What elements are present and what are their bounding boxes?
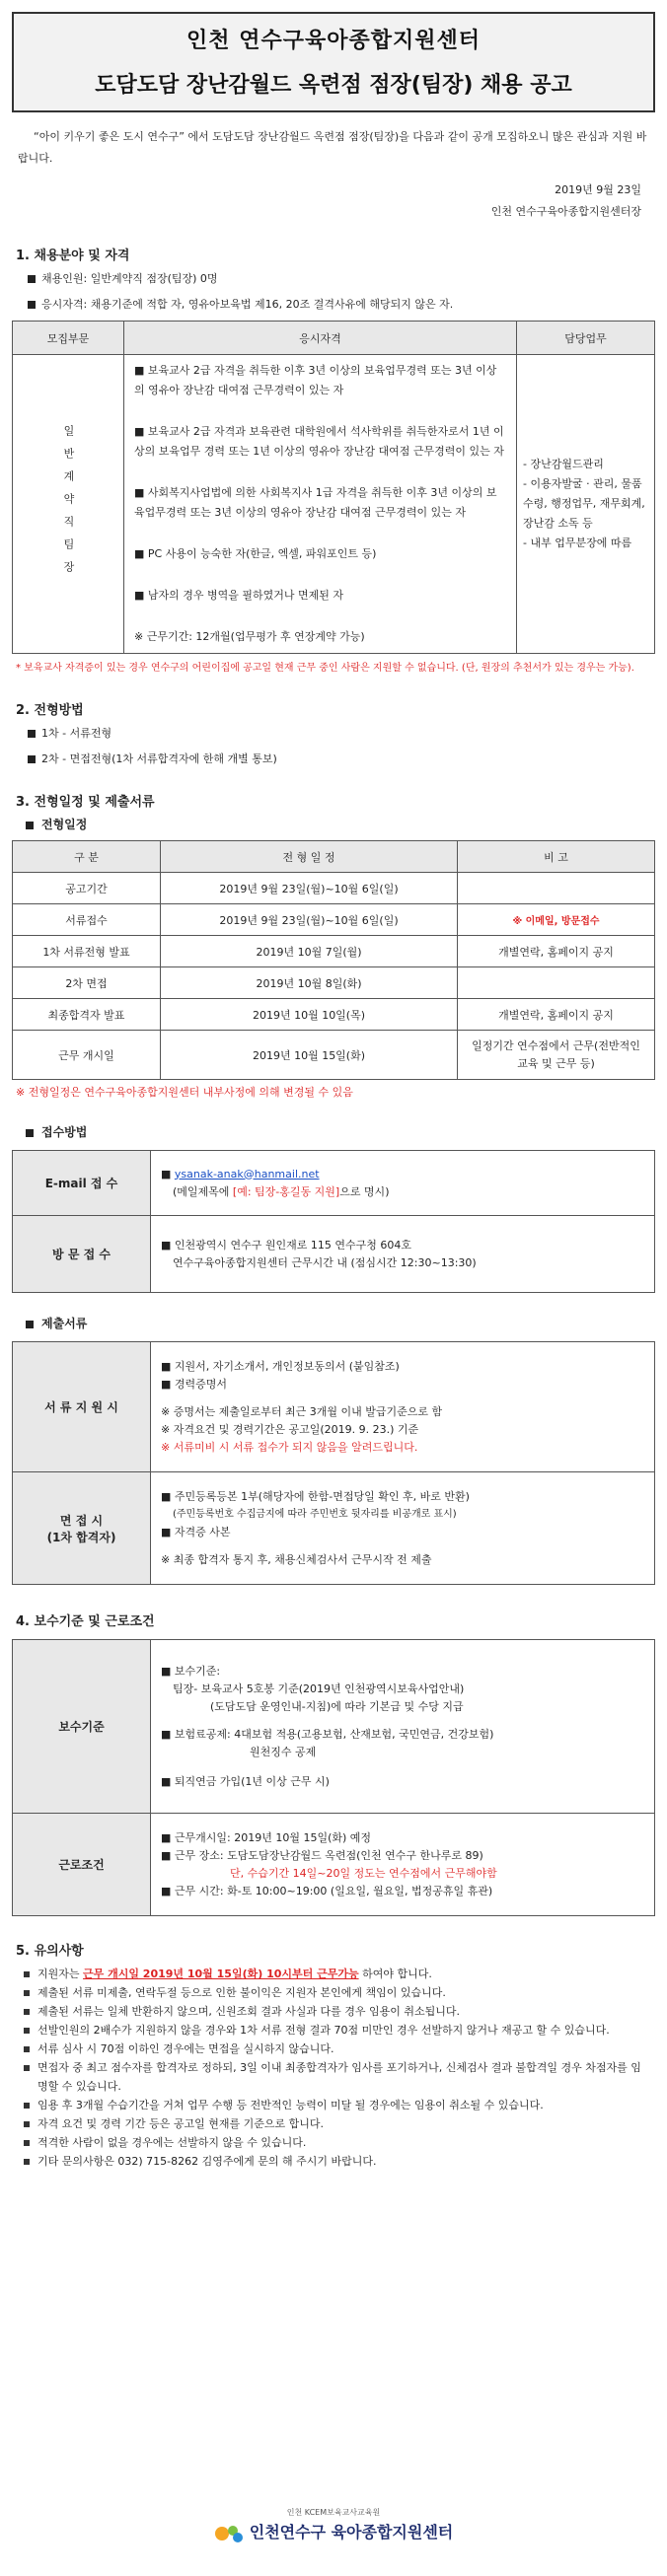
interview-cell (151, 1472, 655, 1585)
note-5: 서류 심사 시 70점 이하인 경우에는 면접을 실시하지 않습니다. (37, 2042, 334, 2055)
sched-remark (458, 967, 655, 999)
interview-label-2: (1차 합격자) (46, 1530, 116, 1544)
sched-remark: 일정기간 연수점에서 근무(전반적인 교육 및 근무 등) (458, 1031, 655, 1080)
docs-label: 서 류 지 원 시 (13, 1342, 151, 1472)
center-title: 인천 연수구육아종합지원센터 (186, 29, 481, 53)
sub-apply-label: 접수방법 (41, 1125, 88, 1139)
sched-remark (458, 873, 655, 904)
duty-cell (517, 355, 655, 654)
th-schedule: 전 형 일 정 (161, 841, 458, 873)
th-qual: 응시자격 (124, 322, 517, 355)
work-3: 단, 수습기간 14일~20일 정도는 연수점에서 근무해야함 (230, 1866, 497, 1880)
section-4-heading: 4. 보수기준 및 근로조건 (16, 1614, 155, 1629)
email-note-post: 으로 명시) (339, 1184, 390, 1198)
work-1: ■ 근무개시일: 2019년 10월 15일(화) 예정 (161, 1830, 372, 1844)
work-2: ■ 근무 장소: 도담도담장난감월드 옥련점(인천 연수구 한나루로 89) (161, 1848, 483, 1862)
doc-4: ※ 자격요건 및 경력기간은 공고일(2019. 9. 23.) 기준 (161, 1422, 419, 1436)
interview-label-1: 면 접 시 (59, 1513, 104, 1528)
th-remark: 비 고 (458, 841, 655, 873)
footer-brand (0, 2520, 667, 2544)
sec1-bullet-1 (28, 269, 655, 289)
doc-3: ※ 증명서는 제출일로부터 최근 3개월 이내 발급기준으로 함 (161, 1404, 443, 1418)
qualification-table (12, 321, 655, 654)
square-bullet-icon (26, 822, 34, 829)
int-2: (주민등록번호 수집금지에 따라 주민번호 뒷자리를 비공개로 표시) (173, 1508, 457, 1520)
interview-label (13, 1472, 151, 1585)
notice-org: 인천 연수구육아종합지원센터장 (490, 205, 641, 218)
dot-bullet-icon (24, 1971, 30, 1977)
square-bullet-icon (26, 1129, 34, 1137)
docs-cell (151, 1342, 655, 1472)
dot-bullet-icon (24, 2121, 30, 2127)
sched-cat: 2차 면접 (13, 967, 161, 999)
page (0, 12, 667, 2576)
schedule-row (13, 999, 655, 1031)
sched-date: 2019년 10월 8일(화) (161, 967, 458, 999)
email-note-pre: (메일제목에 (173, 1184, 233, 1198)
sec2-b2: 2차 - 면접전형(1차 서류합격자에 한해 개별 통보) (41, 752, 277, 765)
sec1-bullet-2 (28, 295, 655, 315)
section-2-heading: 2. 전형방법 (16, 703, 84, 718)
center-logo-icon (214, 2523, 244, 2544)
dept-cell (13, 355, 124, 654)
note-10: 기타 문의사항은 032) 715-8262 김영주에게 문의 해 주시기 바랍니다. (37, 2155, 377, 2168)
sched-cat: 근무 개시일 (13, 1031, 161, 1080)
note-item (24, 2152, 643, 2171)
section-3-heading: 3. 전형일정 및 제출서류 (16, 795, 155, 810)
note-2: 제출된 서류 미제출, 연락두절 등으로 인한 불이익은 지원자 본인에게 책임이 있습니다. (37, 1986, 446, 1999)
email-label: E-mail 접 수 (13, 1151, 151, 1216)
square-bullet-icon (28, 275, 36, 283)
email-link[interactable]: ysanak-anak@hanmail.net (174, 1167, 320, 1181)
sched-remark: 개별연락, 홈페이지 공지 (458, 936, 655, 967)
duty-3: - 내부 업무분장에 따름 (523, 537, 632, 549)
note-1-highlight: 근무 개시일 2019년 10월 15일(화) 10시부터 근무가능 (83, 1968, 359, 1980)
dot-bullet-icon (24, 1990, 30, 1996)
square-bullet-icon (28, 730, 36, 738)
doc-2: ■ 경력증명서 (161, 1377, 228, 1391)
doc-1: ■ 지원서, 자기소개서, 개인정보동의서 (붙임참조) (161, 1359, 400, 1373)
pay-6: ■ 퇴직연금 가입(1년 이상 근무 시) (161, 1774, 330, 1788)
docs-table (12, 1341, 655, 1585)
qual-4: ■ PC 사용이 능숙한 자(한글, 엑셀, 파워포인트 등) (134, 547, 377, 560)
qual-1: ■ 보육교사 2급 자격을 취득한 이후 3년 이상의 보육업무경력 또는 3년 이상의 영유아 장난감 대여점 근무경력이 있는 자 (134, 364, 497, 396)
work-label: 근로조건 (13, 1814, 151, 1916)
notes-list (24, 1965, 643, 2171)
dot-bullet-icon (24, 2065, 30, 2071)
sched-remark: 개별연락, 홈페이지 공지 (458, 999, 655, 1031)
sub-schedule (26, 816, 655, 832)
sub-docs-label: 제출서류 (41, 1317, 88, 1330)
qual-2: ■ 보육교사 2급 자격과 보육관련 대학원에서 석사학위를 취득한자로서 1년 이상의 보육업무 경력 또는 1년 이상의 영유아 장난감 대여점 근무경력이 있는 자 (134, 425, 504, 458)
notice-title: 도담도담 장난감월드 옥련점 점장(팀장) 채용 공고 (95, 73, 572, 98)
footer-brand-text: 인천연수구 육아종합지원센터 (249, 2523, 454, 2541)
th-dept: 모집부문 (13, 322, 124, 355)
int-1: ■ 주민등록등본 1부(해당자에 한함-면접당일 확인 후, 바로 반환) (161, 1489, 470, 1503)
pay-1: ■ 보수기준: (161, 1664, 221, 1678)
sched-remark: ※ 이메일, 방문접수 (458, 904, 655, 936)
sched-cat: 서류접수 (13, 904, 161, 936)
int-3: ■ 자격증 사본 (161, 1525, 231, 1538)
pay-table (12, 1639, 655, 1916)
th-category: 구 분 (13, 841, 161, 873)
schedule-row (13, 936, 655, 967)
sched-date: 2019년 10월 15일(화) (161, 1031, 458, 1080)
sec2-bullet-1 (28, 724, 655, 744)
intro (18, 126, 649, 223)
duty-1: - 장난감월드관리 (523, 458, 604, 470)
section-5-heading: 5. 유의사항 (16, 1944, 84, 1959)
square-bullet-icon (26, 1321, 34, 1328)
sec1-note: * 보육교사 자격증이 있는 경우 연수구의 어린이집에 공고일 현재 근무 중인 사람은 지원할 수 없습니다. (단, 원장의 추천서가 있는 경우는 가능). (16, 663, 634, 674)
visit-1: ■ 인천광역시 연수구 원인재로 115 연수구청 604호 (161, 1238, 412, 1252)
dot-bullet-icon (24, 2028, 30, 2034)
qual-6: ※ 근무기간: 12개월(업무평가 후 연장계약 가능) (134, 630, 365, 643)
email-note-example: [예: 팀장-홍길동 지원] (232, 1184, 340, 1198)
sched-date: 2019년 9월 23일(월)~10월 6일(일) (161, 873, 458, 904)
note-1-post: 하여야 합니다. (358, 1968, 432, 1980)
sec1-b1: 채용인원: 일반계약직 점장(팀장) 0명 (41, 272, 218, 285)
note-item (24, 2002, 643, 2021)
sec2-b1: 1차 - 서류전형 (41, 727, 112, 740)
schedule-table (12, 840, 655, 1080)
schedule-note: ※ 전형일정은 연수구육아종합지원센터 내부사정에 의해 변경될 수 있음 (16, 1086, 353, 1099)
dot-bullet-icon (24, 2046, 30, 2052)
pay-5: 원천징수 공제 (250, 1745, 317, 1758)
visit-label: 방 문 접 수 (13, 1216, 151, 1293)
sec1-b2: 응시자격: 채용기준에 적합 자, 영유아보육법 제16, 20조 결격사유에 해당되지 않은 자. (41, 298, 454, 311)
duty-2: - 이용자발굴 · 관리, 물품수령, 행정업무, 재무회계, 장난감 소독 등 (523, 477, 645, 530)
square-bullet-icon (28, 301, 36, 309)
sub-docs (26, 1315, 655, 1331)
note-item (24, 2096, 643, 2114)
work-cell (151, 1814, 655, 1916)
footer-sub: 인천 KCEM보육교사교육원 (286, 2508, 381, 2517)
dept-text: 일반계약직팀장 (62, 424, 75, 584)
pay-2: 팀장- 보육교사 5호봉 기준(2019년 인천광역시보육사업안내) (173, 1682, 465, 1695)
dot-bullet-icon (24, 2009, 30, 2015)
schedule-row (13, 904, 655, 936)
sched-date: 2019년 10월 10일(목) (161, 999, 458, 1031)
int-4: ※ 최종 합격자 통지 후, 채용신체검사서 근무시작 전 제출 (161, 1552, 432, 1566)
note-item (24, 2133, 643, 2152)
title-box (12, 12, 655, 112)
pay-label: 보수기준 (13, 1640, 151, 1814)
intro-text: “아이 키우기 좋은 도시 연수구” 에서 도담도담 장난감월드 옥련점 점장(팀장)을 다음과 같이 공개 모집하오니 많은 관심과 지원 바랍니다. (18, 130, 647, 165)
sched-date: 2019년 9월 23일(월)~10월 6일(일) (161, 904, 458, 936)
note-1-pre: 지원자는 (37, 1968, 84, 1980)
footer (0, 2507, 667, 2544)
dot-bullet-icon (24, 2140, 30, 2146)
doc-5: ※ 서류미비 시 서류 접수가 되지 않음을 알려드립니다. (161, 1440, 418, 1454)
visit-cell (151, 1216, 655, 1293)
note-item (24, 2114, 643, 2133)
square-bullet-icon (28, 755, 36, 763)
note-item (24, 1965, 643, 1983)
dot-bullet-icon (24, 2103, 30, 2109)
pay-cell (151, 1640, 655, 1814)
note-item (24, 2039, 643, 2058)
note-item (24, 2021, 643, 2039)
note-9: 적격한 사람이 없을 경우에는 선발하지 않을 수 있습니다. (37, 2136, 307, 2149)
sched-cat: 1차 서류전형 발표 (13, 936, 161, 967)
sub-apply (26, 1123, 655, 1140)
sched-cat: 공고기간 (13, 873, 161, 904)
sec2-bullet-2 (28, 750, 655, 769)
note-8: 자격 요건 및 경력 기간 등은 공고일 현재를 기준으로 합니다. (37, 2117, 324, 2130)
note-item (24, 2058, 643, 2096)
th-duty: 담당업무 (517, 322, 655, 355)
sched-date: 2019년 10월 7일(월) (161, 936, 458, 967)
note-7: 임용 후 3개월 수습기간을 거쳐 업무 수행 등 전반적인 능력이 미달 될 경우에는 임용이 취소될 수 있습니다. (37, 2099, 544, 2111)
work-4: ■ 근무 시간: 화-토 10:00~19:00 (일요일, 월요일, 법정공휴일 휴관) (161, 1884, 493, 1897)
email-cell: ■ ysanak-anak@hanmail.net (메일제목에 [예: 팀장-홍길동 지원]으로 명시) (151, 1151, 655, 1216)
note-4: 선발인원의 2배수가 지원하지 않을 경우와 1차 서류 전형 결과 70점 미만인 경우 선발하지 않거나 재공고 할 수 있습니다. (37, 2024, 610, 2037)
note-3: 제출된 서류는 일체 반환하지 않으며, 신원조회 결과 사실과 다를 경우 임용이 취소됩니다. (37, 2005, 460, 2018)
dot-bullet-icon (24, 2159, 30, 2165)
schedule-row (13, 873, 655, 904)
pay-3: (도담도담 운영인내-지침)에 따라 기본급 및 수당 지급 (210, 1699, 464, 1713)
note-6: 면접자 중 최고 점수자를 합격자로 정하되, 3일 이내 최종합격자가 임사를 포기하거나, 신체검사 결과 불합격일 경우 차점자를 임명할 수 있습니다. (37, 2061, 641, 2093)
notice-date: 2019년 9월 23일 (555, 183, 641, 196)
visit-2: 연수구육아종합지원센터 근무시간 내 (점심시간 12:30~13:30) (173, 1255, 477, 1269)
qual-5: ■ 남자의 경우 병역을 필하였거나 면제된 자 (134, 589, 344, 602)
section-1-heading: 1. 채용분야 및 자격 (16, 249, 130, 263)
apply-table (12, 1150, 655, 1293)
schedule-row (13, 967, 655, 999)
note-item (24, 1983, 643, 2002)
schedule-row (13, 1031, 655, 1080)
sub-schedule-label: 전형일정 (41, 818, 88, 831)
qual-3: ■ 사회복지사업법에 의한 사회복지사 1급 자격을 취득한 이후 3년 이상의 보육업무경력 또는 3년 이상의 영유아 장난감 대여점 근무경력이 있는 자 (134, 486, 497, 519)
qual-cell (124, 355, 517, 654)
pay-4: ■ 보험료공제: 4대보험 적용(고용보험, 산재보험, 국민연금, 건강보험) (161, 1727, 494, 1741)
sched-cat: 최종합격자 발표 (13, 999, 161, 1031)
